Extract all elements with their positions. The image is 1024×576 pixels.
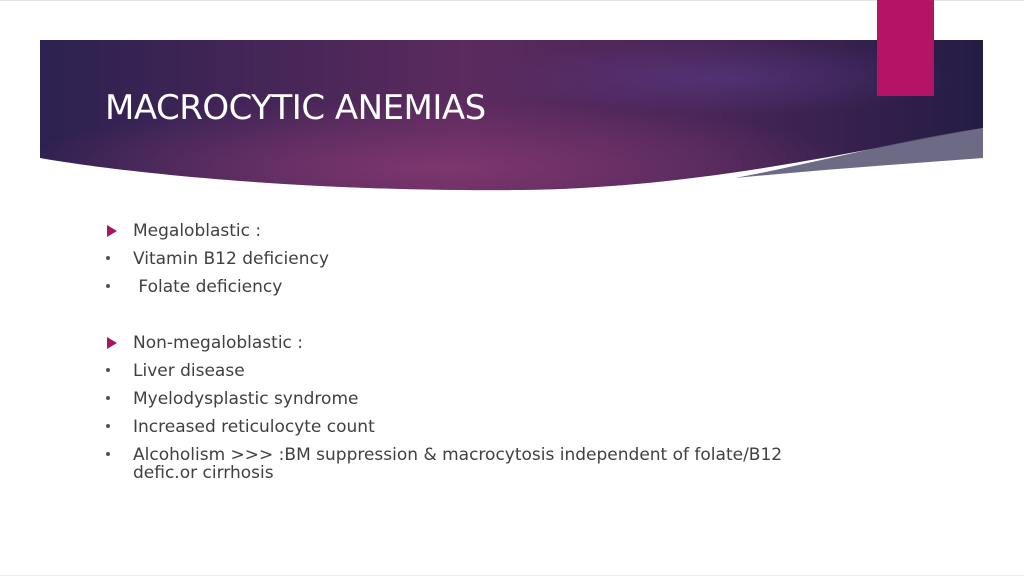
list-item-text: Non-megaloblastic : bbox=[133, 333, 304, 353]
list-item-non-megaloblastic bbox=[0, 334, 1024, 358]
list-item-vitamin-b12 bbox=[0, 250, 1024, 274]
list-item-reticulocyte bbox=[0, 418, 1024, 442]
list-item-text: Vitamin B12 deficiency bbox=[133, 249, 329, 269]
list-item-text: Folate deficiency bbox=[133, 277, 283, 297]
dot-bullet-icon bbox=[106, 256, 110, 260]
dot-bullet-icon bbox=[106, 452, 110, 456]
dot-bullet-icon bbox=[106, 284, 110, 288]
dot-bullet-icon bbox=[106, 424, 110, 428]
list-item-text: Increased reticulocyte count bbox=[133, 417, 375, 437]
list-item-text: Myelodysplastic syndrome bbox=[133, 389, 359, 409]
list-item-alcoholism bbox=[0, 446, 1024, 486]
dot-bullet-icon bbox=[106, 368, 110, 372]
list-item-text: Alcoholism >>> :BM suppression & macrocytosis independent of folate/B12 defic.or cirrhosis bbox=[133, 445, 783, 483]
list-item-liver-disease bbox=[0, 362, 1024, 386]
triangle-bullet-icon bbox=[107, 225, 117, 237]
list-item-text: Liver disease bbox=[133, 361, 245, 381]
list-item-myelodysplastic bbox=[0, 390, 1024, 414]
dot-bullet-icon bbox=[106, 396, 110, 400]
list-item-folate bbox=[0, 278, 1024, 302]
slide-title: MACROCYTIC ANEMIAS bbox=[105, 88, 486, 128]
list-item-megaloblastic bbox=[0, 222, 1024, 246]
triangle-bullet-icon bbox=[107, 337, 117, 349]
list-item-text: Megaloblastic : bbox=[133, 221, 262, 241]
